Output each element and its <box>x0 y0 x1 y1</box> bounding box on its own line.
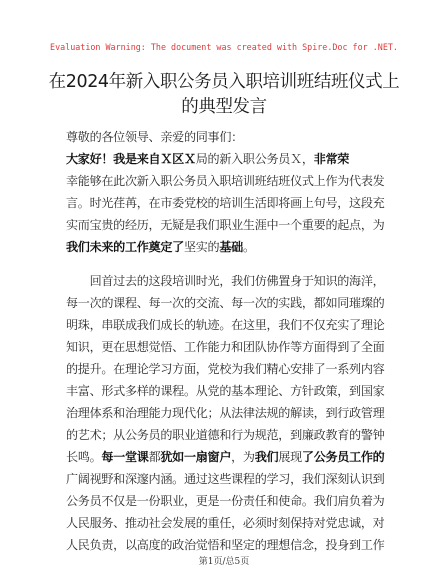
text-line <box>66 292 386 314</box>
bold-text-run: 我们 <box>254 450 279 464</box>
text-run: 人民服务、推动社会发展的重任，必须时刻保持对党忠诚，对 <box>66 516 385 530</box>
text-run: 都 <box>148 450 161 464</box>
text-line <box>66 236 386 258</box>
text-run: 幸能够在此次新入职公务员入职培训班结班仪式上作为代表发 <box>66 174 385 188</box>
bold-text-run: 犹如一扇窗户 <box>160 450 232 464</box>
document-body <box>66 126 386 556</box>
text-run: 的提升。在理论学习方面，党校为我们精心安排了一系列内容 <box>66 362 385 376</box>
text-run: 局的新入职公务员Ｘ， <box>195 152 314 166</box>
text-line <box>66 314 386 336</box>
text-line <box>66 424 386 446</box>
bold-text-run: 大家好！我是来自Ｘ区Ｘ <box>66 152 196 166</box>
text-run: 治理体系和治理能力现代化；从法律法规的解读，到行政管理 <box>66 406 385 420</box>
text-run: 的艺术；从公务员的职业道德和行为规范，到廉政教育的警钟 <box>66 428 385 442</box>
text-run: 坚实的 <box>183 240 220 254</box>
text-line <box>66 270 386 292</box>
text-line <box>66 148 386 170</box>
text-line <box>66 380 386 402</box>
text-line <box>66 170 386 192</box>
paragraph-1 <box>66 148 386 258</box>
page-footer: 第1页/总5页 <box>198 557 250 567</box>
title-line-1: 在2024年新入职公务员入职培训班结班仪式上 <box>48 72 400 92</box>
title-line-2: 的典型发言 <box>181 97 267 117</box>
bold-text-run: 非常荣 <box>313 152 350 166</box>
text-run: 回首过去的这段培训时光，我们仿佛置身于知识的海洋， <box>66 274 385 288</box>
text-run: 言。时光荏苒，在市委党校的培训生活即将画上句号，这段充 <box>66 196 385 210</box>
text-run: 展现 <box>278 450 302 464</box>
text-line <box>66 512 386 534</box>
text-line <box>66 192 386 214</box>
text-run: 。 <box>242 240 255 254</box>
text-line <box>66 358 386 380</box>
text-run: 人民负责，以高度的政治觉悟和坚定的理想信念，投身到工作 <box>66 538 385 552</box>
text-run: ，为 <box>231 450 255 464</box>
text-run: 丰富、形式多样的课程。从党的基本理论、方针政策，到国家 <box>66 384 385 398</box>
text-line <box>66 214 386 236</box>
bold-text-run: 每一堂课 <box>101 450 149 464</box>
bold-text-run: 了公务员工作的 <box>301 450 385 464</box>
text-line <box>66 490 386 512</box>
paragraph-2 <box>66 270 386 556</box>
text-line <box>66 468 386 490</box>
document-title <box>40 70 408 120</box>
text-run: 实而宝贵的经历，无疑是我们职业生涯中一个重要的起点，为 <box>66 218 385 232</box>
text-line <box>66 402 386 424</box>
text-run: 广阔视野和深邃内涵。通过这些课程的学习，我们深刻认识到 <box>66 472 385 486</box>
evaluation-warning: Evaluation Warning: The document was created with Spire.Doc for .NET. <box>50 42 398 52</box>
text-run: 长鸣。 <box>66 450 102 464</box>
text-run: 明珠，串联成我们成长的轨迹。在这里，我们不仅充实了理论 <box>66 318 385 332</box>
text-run: 公务员不仅是一份职业，更是一份责任和使命。我们肩负着为 <box>66 494 385 508</box>
bold-text-run: 我们未来的工作奠定了 <box>66 240 184 254</box>
bold-text-run: 基础 <box>219 240 243 254</box>
text-run: 每一次的课程、每一次的交流、每一次的实践，都如同璀璨的 <box>66 296 385 310</box>
text-line <box>66 336 386 358</box>
text-line <box>66 446 386 468</box>
text-line <box>66 534 386 556</box>
text-run: 知识，更在思想觉悟、工作能力和团队协作等方面得到了全面 <box>66 340 385 354</box>
salutation: 尊敬的各位领导、亲爱的同事们： <box>66 130 243 144</box>
